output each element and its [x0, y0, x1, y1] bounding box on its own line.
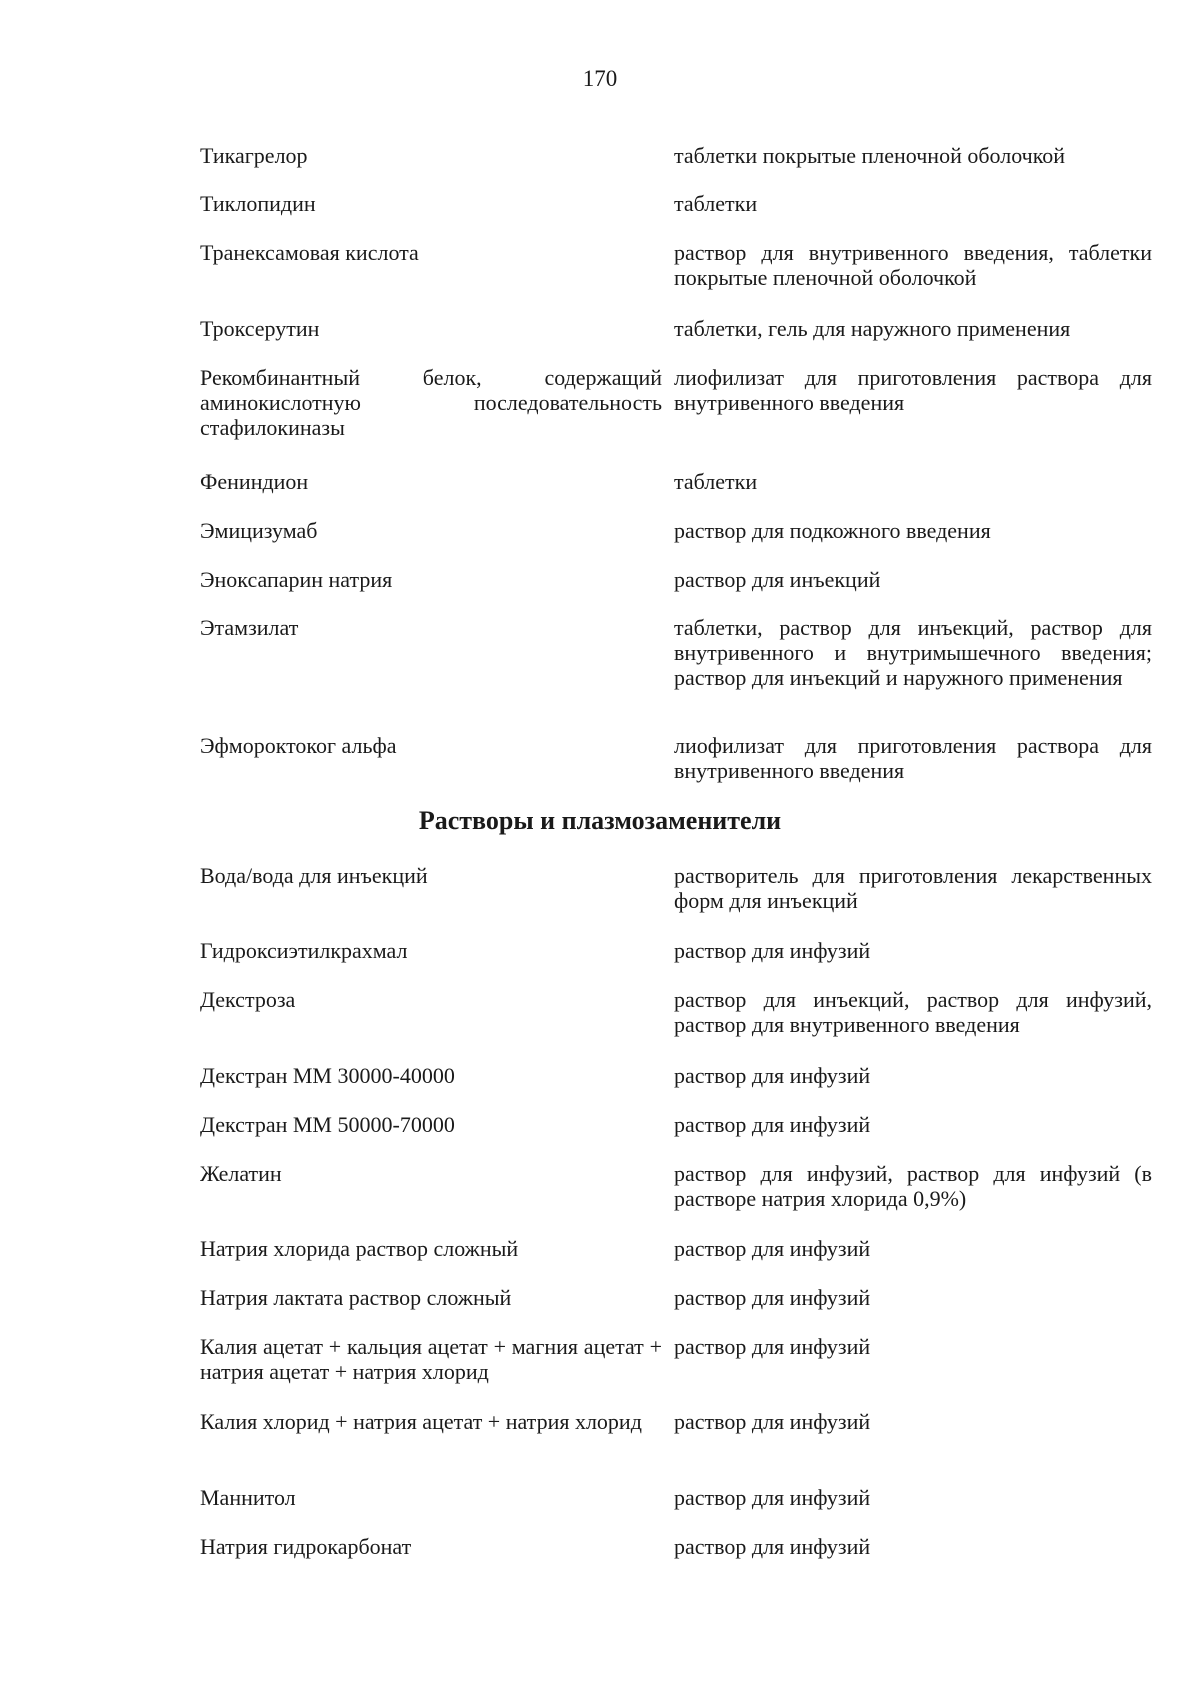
dosage-form: растворитель для приготовления лекарственных форм для инъекций [674, 863, 1152, 913]
drug-name: Декстран ММ 50000-70000 [200, 1112, 455, 1137]
table-row [200, 469, 1152, 494]
drug-name: Вода/вода для инъекций [200, 863, 428, 888]
table-row [200, 316, 1152, 341]
table-row [200, 1485, 1152, 1510]
drug-name: Гидроксиэтилкрахмал [200, 938, 408, 963]
drug-name: Тиклопидин [200, 191, 316, 216]
drug-name: Желатин [200, 1161, 282, 1186]
dosage-form: раствор для инфузий [674, 1409, 871, 1434]
table-row [200, 1063, 1152, 1088]
table-row [200, 1334, 1152, 1384]
drug-name: Маннитол [200, 1485, 296, 1510]
dosage-form: таблетки, гель для наружного применения [674, 316, 1071, 341]
drug-name: Калия ацетат + кальция ацетат + магния ацетат + натрия ацетат + натрия хлорид [200, 1334, 662, 1384]
drug-name: Декстран ММ 30000-40000 [200, 1063, 455, 1088]
dosage-form: лиофилизат для приготовления раствора для внутривенного введения [674, 733, 1152, 783]
table-row [200, 863, 1152, 913]
drug-name: Эфмороктоког альфа [200, 733, 397, 758]
dosage-form: раствор для инфузий [674, 938, 871, 963]
dosage-form: раствор для инфузий [674, 1112, 871, 1137]
dosage-form: таблетки, раствор для инъекций, раствор для внутривенного и внутримышечного введения; раствор для инъекций и наружного применения [674, 615, 1152, 690]
table-row [200, 240, 1152, 290]
drug-name: Калия хлорид + натрия ацетат + натрия хлорид [200, 1409, 642, 1434]
drug-name: Этамзилат [200, 615, 299, 640]
drug-name: Тикагрелор [200, 143, 308, 168]
table-row [200, 567, 1152, 592]
section-title: Растворы и плазмозаменители [418, 806, 782, 835]
dosage-form: раствор для инъекций, раствор для инфузий, раствор для внутривенного введения [674, 987, 1152, 1037]
table-row [200, 191, 1152, 216]
drug-name: Натрия гидрокарбонат [200, 1534, 412, 1559]
drug-name: Фениндион [200, 469, 309, 494]
dosage-form: раствор для подкожного введения [674, 518, 991, 543]
table-row [200, 365, 1152, 440]
dosage-form: таблетки [674, 469, 758, 494]
dosage-form: таблетки покрытые пленочной оболочкой [674, 143, 1066, 168]
dosage-form: раствор для инфузий [674, 1236, 871, 1261]
dosage-form: раствор для инфузий, раствор для инфузий (в растворе натрия хлорида 0,9%) [674, 1161, 1152, 1211]
dosage-form: раствор для инфузий [674, 1485, 871, 1510]
table-row [200, 1112, 1152, 1137]
table-row [200, 1161, 1152, 1211]
dosage-form: раствор для инфузий [674, 1334, 871, 1359]
dosage-form: раствор для инъекций [674, 567, 881, 592]
drug-name: Эноксапарин натрия [200, 567, 393, 592]
table-row [200, 938, 1152, 963]
dosage-form: раствор для инфузий [674, 1534, 871, 1559]
table-row [200, 1534, 1152, 1559]
dosage-form: раствор для внутривенного введения, таблетки покрытые пленочной оболочкой [674, 240, 1152, 290]
table-row [200, 733, 1152, 783]
drug-name: Натрия хлорида раствор сложный [200, 1236, 519, 1261]
dosage-form: таблетки [674, 191, 758, 216]
drug-name: Декстроза [200, 987, 296, 1012]
table-row [200, 518, 1152, 543]
drug-name: Эмицизумаб [200, 518, 318, 543]
drug-name: Троксерутин [200, 316, 320, 341]
table-row [200, 615, 1152, 690]
dosage-form: раствор для инфузий [674, 1063, 871, 1088]
drug-name: Натрия лактата раствор сложный [200, 1285, 512, 1310]
drug-name: Рекомбинантный белок, содержащий аминокислотную последовательность стафилокиназы [200, 365, 662, 440]
table-row [200, 1236, 1152, 1261]
dosage-form: лиофилизат для приготовления раствора для внутривенного введения [674, 365, 1152, 415]
table-row [200, 987, 1152, 1037]
page-number: 170 [582, 66, 618, 91]
dosage-form: раствор для инфузий [674, 1285, 871, 1310]
table-row [200, 1409, 1152, 1434]
drug-name: Транексамовая кислота [200, 240, 419, 265]
table-row [200, 143, 1152, 168]
table-row [200, 1285, 1152, 1310]
